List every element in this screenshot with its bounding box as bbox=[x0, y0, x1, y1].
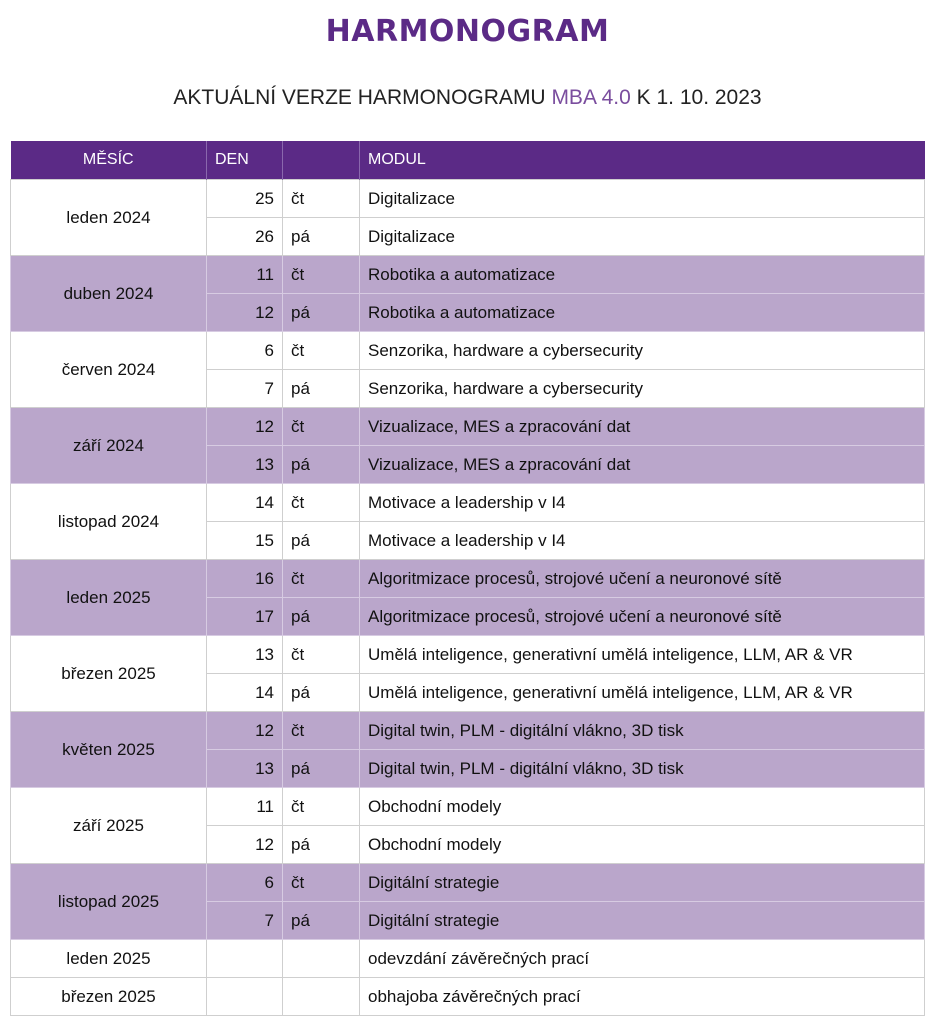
day-cell: 16 bbox=[207, 560, 283, 598]
column-header-day: DEN bbox=[207, 141, 283, 180]
day-cell: 17 bbox=[207, 598, 283, 636]
month-cell: listopad 2024 bbox=[11, 484, 207, 560]
weekday-cell: čt bbox=[283, 256, 360, 294]
day-cell: 12 bbox=[207, 712, 283, 750]
month-cell: červen 2024 bbox=[11, 332, 207, 408]
weekday-cell: čt bbox=[283, 180, 360, 218]
weekday-cell: pá bbox=[283, 826, 360, 864]
module-cell: Umělá inteligence, generativní umělá inteligence, LLM, AR & VR bbox=[360, 636, 925, 674]
table-row bbox=[11, 940, 925, 978]
module-cell: Obchodní modely bbox=[360, 826, 925, 864]
table-row bbox=[11, 788, 925, 826]
weekday-cell: čt bbox=[283, 332, 360, 370]
weekday-cell: čt bbox=[283, 560, 360, 598]
day-cell bbox=[207, 978, 283, 1016]
month-cell: leden 2024 bbox=[11, 180, 207, 256]
module-cell: Obchodní modely bbox=[360, 788, 925, 826]
day-cell: 12 bbox=[207, 826, 283, 864]
day-cell: 11 bbox=[207, 256, 283, 294]
page-title: HARMONOGRAM bbox=[325, 14, 610, 49]
module-cell: Digitální strategie bbox=[360, 864, 925, 902]
weekday-cell: pá bbox=[283, 446, 360, 484]
weekday-cell: čt bbox=[283, 484, 360, 522]
column-header-module: MODUL bbox=[360, 141, 925, 180]
day-cell: 7 bbox=[207, 902, 283, 940]
weekday-cell: čt bbox=[283, 408, 360, 446]
module-cell: Digitalizace bbox=[360, 180, 925, 218]
day-cell: 6 bbox=[207, 864, 283, 902]
table-row bbox=[11, 560, 925, 598]
table-row bbox=[11, 408, 925, 446]
subtitle-text-after: K 1. 10. 2023 bbox=[630, 86, 762, 109]
weekday-cell: pá bbox=[283, 294, 360, 332]
day-cell: 12 bbox=[207, 408, 283, 446]
weekday-cell bbox=[283, 940, 360, 978]
module-cell: Umělá inteligence, generativní umělá inteligence, LLM, AR & VR bbox=[360, 674, 925, 712]
table-row bbox=[11, 332, 925, 370]
weekday-cell: čt bbox=[283, 712, 360, 750]
weekday-cell: pá bbox=[283, 750, 360, 788]
weekday-cell: pá bbox=[283, 522, 360, 560]
module-cell: Senzorika, hardware a cybersecurity bbox=[360, 332, 925, 370]
day-cell: 14 bbox=[207, 484, 283, 522]
subtitle-text-before: AKTUÁLNÍ VERZE HARMONOGRAMU bbox=[173, 86, 552, 109]
weekday-cell: pá bbox=[283, 598, 360, 636]
weekday-cell: čt bbox=[283, 864, 360, 902]
page-subtitle bbox=[0, 86, 935, 110]
module-cell: Senzorika, hardware a cybersecurity bbox=[360, 370, 925, 408]
day-cell: 13 bbox=[207, 446, 283, 484]
month-cell: duben 2024 bbox=[11, 256, 207, 332]
month-cell: leden 2025 bbox=[11, 560, 207, 636]
month-cell: leden 2025 bbox=[11, 940, 207, 978]
day-cell bbox=[207, 940, 283, 978]
module-cell: Algoritmizace procesů, strojové učení a neuronové sítě bbox=[360, 598, 925, 636]
module-cell: Vizualizace, MES a zpracování dat bbox=[360, 446, 925, 484]
weekday-cell: pá bbox=[283, 902, 360, 940]
month-cell: září 2024 bbox=[11, 408, 207, 484]
table-header-row bbox=[11, 141, 925, 180]
weekday-cell bbox=[283, 978, 360, 1016]
module-cell: Digitální strategie bbox=[360, 902, 925, 940]
day-cell: 6 bbox=[207, 332, 283, 370]
module-cell: Robotika a automatizace bbox=[360, 256, 925, 294]
month-cell: březen 2025 bbox=[11, 978, 207, 1016]
day-cell: 25 bbox=[207, 180, 283, 218]
table-row bbox=[11, 978, 925, 1016]
day-cell: 12 bbox=[207, 294, 283, 332]
day-cell: 11 bbox=[207, 788, 283, 826]
weekday-cell: čt bbox=[283, 636, 360, 674]
day-cell: 14 bbox=[207, 674, 283, 712]
day-cell: 13 bbox=[207, 750, 283, 788]
weekday-cell: čt bbox=[283, 788, 360, 826]
month-cell: září 2025 bbox=[11, 788, 207, 864]
table-row bbox=[11, 636, 925, 674]
table-row bbox=[11, 256, 925, 294]
table-row bbox=[11, 180, 925, 218]
module-cell: Digitalizace bbox=[360, 218, 925, 256]
month-cell: březen 2025 bbox=[11, 636, 207, 712]
day-cell: 26 bbox=[207, 218, 283, 256]
schedule-table bbox=[10, 141, 925, 1016]
month-cell: květen 2025 bbox=[11, 712, 207, 788]
module-cell: Vizualizace, MES a zpracování dat bbox=[360, 408, 925, 446]
weekday-cell: pá bbox=[283, 370, 360, 408]
module-cell: Motivace a leadership v I4 bbox=[360, 484, 925, 522]
module-cell: obhajoba závěrečných prací bbox=[360, 978, 925, 1016]
module-cell: Digital twin, PLM - digitální vlákno, 3D tisk bbox=[360, 712, 925, 750]
day-cell: 7 bbox=[207, 370, 283, 408]
month-cell: listopad 2025 bbox=[11, 864, 207, 940]
module-cell: Digital twin, PLM - digitální vlákno, 3D tisk bbox=[360, 750, 925, 788]
table-row bbox=[11, 484, 925, 522]
column-header-weekday bbox=[283, 141, 360, 180]
schedule-table-body bbox=[11, 180, 925, 1016]
weekday-cell: pá bbox=[283, 218, 360, 256]
day-cell: 13 bbox=[207, 636, 283, 674]
subtitle-program-highlight: MBA 4.0 bbox=[551, 86, 631, 109]
module-cell: Algoritmizace procesů, strojové učení a neuronové sítě bbox=[360, 560, 925, 598]
module-cell: Motivace a leadership v I4 bbox=[360, 522, 925, 560]
module-cell: Robotika a automatizace bbox=[360, 294, 925, 332]
weekday-cell: pá bbox=[283, 674, 360, 712]
table-row bbox=[11, 864, 925, 902]
module-cell: odevzdání závěrečných prací bbox=[360, 940, 925, 978]
column-header-month: MĚSÍC bbox=[11, 141, 207, 180]
table-row bbox=[11, 712, 925, 750]
day-cell: 15 bbox=[207, 522, 283, 560]
